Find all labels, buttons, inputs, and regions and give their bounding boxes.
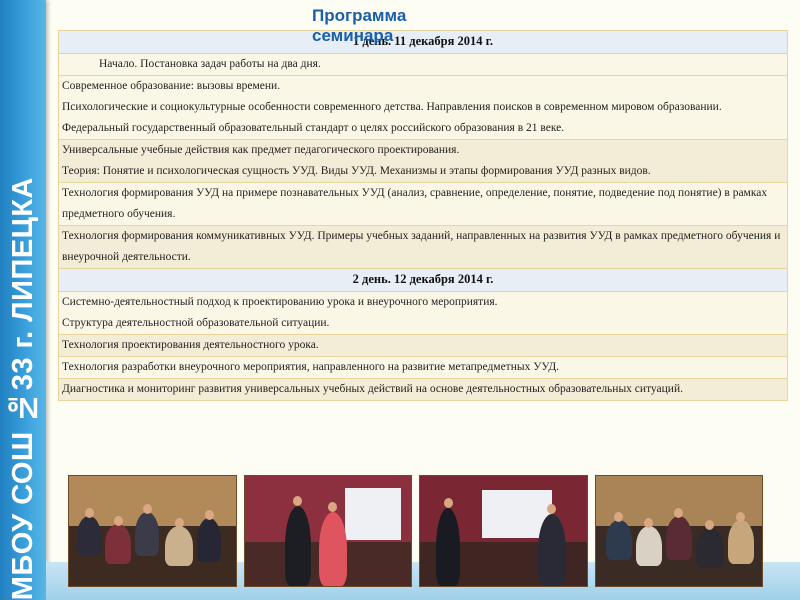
photo-audience-2 — [595, 475, 764, 587]
title-line-1: Программа — [312, 6, 407, 25]
row-text: Теория: Понятие и психологическая сущность УУД. Виды УУД. Механизмы и этапы формирования УУД разных видов. — [62, 165, 651, 177]
day2-header: 2 день. 12 декабря 2014 г. — [59, 269, 788, 292]
row-text: Универсальные учебные действия как предмет педагогического проектирования. — [62, 144, 460, 156]
photo-speakers-2 — [419, 475, 588, 587]
row-text: Системно-деятельностный подход к проектированию урока и внеурочного мероприятия. — [62, 296, 498, 308]
table-row — [59, 54, 788, 76]
table-row — [59, 292, 788, 335]
table-row — [59, 76, 788, 140]
photo-speakers-1 — [244, 475, 413, 587]
table-row — [59, 357, 788, 379]
photo-audience-1 — [68, 475, 237, 587]
table-row — [59, 140, 788, 183]
row-text: Технология разработки внеурочного мероприятия, направленного на развитие метапредметных УУД. — [62, 361, 560, 373]
title-line-2: семинара — [312, 26, 394, 45]
row-text: Современное образование: вызовы времени. — [62, 80, 281, 92]
day1-header: 1 день. 11 декабря 2014 г. — [59, 31, 788, 54]
page-title — [312, 6, 452, 46]
photo-strip — [68, 475, 763, 587]
side-label-container — [3, 0, 43, 600]
table-row — [59, 183, 788, 226]
program-table — [58, 30, 788, 401]
table-row — [59, 335, 788, 357]
row-text: Психологические и социокультурные особенности современного детства. Направления поисков в современном мировом образовании. Федеральный государственный образовательный стандарт о целях российского образования в 21 веке. — [62, 101, 722, 134]
row-text: Технология формирования коммуникативных УУД. Примеры учебных заданий, направленных на развития УУД в рамках предметного обучения и внеурочной деятельности. — [62, 230, 781, 263]
row-text: Структура деятельностной образовательной ситуации. — [62, 317, 330, 329]
row-text: Начало. Постановка задач работы на два дня. — [99, 58, 321, 70]
day2-header-row — [59, 269, 788, 292]
row-text: Технология проектирования деятельностного урока. — [62, 339, 319, 351]
row-text: Технология формирования УУД на примере познавательных УУД (анализ, сравнение, определение, понятие, подведение под понятие) в рамках предметного обучения. — [62, 187, 768, 220]
table-row — [59, 226, 788, 269]
school-label: МБОУ СОШ №33 г. ЛИПЕЦКА — [6, 176, 39, 600]
table-row — [59, 379, 788, 401]
row-text: Диагностика и мониторинг развития универсальных учебных действий на основе деятельностных образовательных ситуаций. — [62, 383, 683, 395]
